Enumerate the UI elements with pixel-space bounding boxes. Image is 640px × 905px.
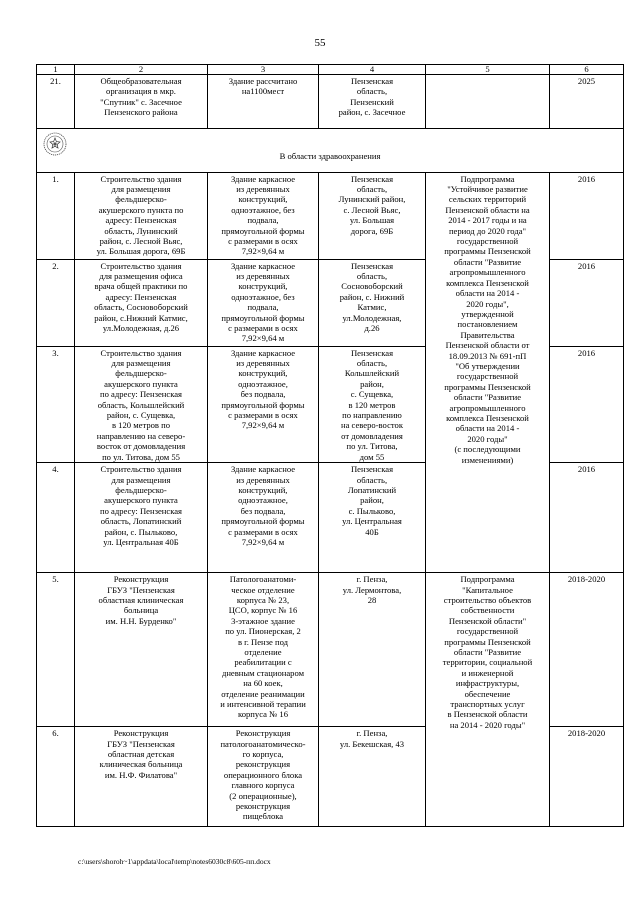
program-cell-agro: Подпрограмма "Устойчивое развитие сельских территорий Пензенской области на 2014 - 2017 годы и на период до 2020 года" государственной программы Пензенской области "Развитие агропромышленного комплекса Пензенской области на 2014 - 2020 годы", утвержденной постановлением Правительства Пензенской области от 18.09.2013 № 691-пП "Об утверждении государственной программы Пензенской области "Развитие агропромышленного комплекса Пензенской области на 2014 - 2020 годы" (с последующими изменениями) xyxy=(426,172,550,572)
object-name: Строительство здания для размещения фельдшерско- акушерского пункта по адресу: Пензенская область, Кольшлейский район, с. Сущевка, в 120 метров по направлению на северо- восток от домовладения по ул. Титова, дом 55 xyxy=(75,346,208,462)
object-program xyxy=(426,75,550,129)
table-row xyxy=(37,573,624,727)
section-row xyxy=(37,129,624,173)
object-address: Пензенская область, Лопатинский район, с. Пыльково, ул. Центральная 40Б xyxy=(319,463,426,573)
object-address: Пензенская область, Пензенский район, с. Засечное xyxy=(319,75,426,129)
object-description: Патологоанатоми- ческое отделение корпуса № 23, ЦСО, корпус № 16 3-этажное здание по ул. Пионерская, 2 в г. Пензе под отделение реабилитации с дневным стационаром на 60 коек, отделение реанимации и интенсивной терапии корпуса № 16 xyxy=(208,573,319,727)
table-row xyxy=(37,172,624,259)
row-number: 5. xyxy=(37,573,75,727)
object-name: Строительство здания для размещения фельдшерско- акушерского пункта по адресу: Пензенская область, Лопатинский район, с. Пыльково, ул. Центральная 40Б xyxy=(75,463,208,573)
object-year: 2025 xyxy=(550,75,624,129)
row-number: 4. xyxy=(37,463,75,573)
page-number: 55 xyxy=(314,37,326,49)
object-address: Пензенская область, Лунинский район, с. Лесной Вьяс, ул. Большая дорога, 69Б xyxy=(319,172,426,259)
objects-table xyxy=(36,64,624,827)
object-description: Здание рассчитано на1100мест xyxy=(208,75,319,129)
object-year: 2016 xyxy=(550,172,624,259)
header-cell: 1 xyxy=(37,65,75,75)
object-name: Реконструкция ГБУЗ "Пензенская областная детская клиническая больница им. Н.Ф. Филатова" xyxy=(75,727,208,827)
header-cell: 5 xyxy=(426,65,550,75)
header-cell: 2 xyxy=(75,65,208,75)
object-year: 2016 xyxy=(550,463,624,573)
header-row xyxy=(37,65,624,75)
section-cell xyxy=(37,129,624,173)
header-cell: 4 xyxy=(319,65,426,75)
row-number: 6. xyxy=(37,727,75,827)
object-address: г. Пенза, ул. Лермонтова, 28 xyxy=(319,573,426,727)
row-number: 2. xyxy=(37,259,75,346)
object-year: 2016 xyxy=(550,259,624,346)
header-cell: 6 xyxy=(550,65,624,75)
object-description: Здание каркасное из деревянных конструкций, одноэтажное, без подвала, прямоугольной формы с размерами в осях 7,92×9,64 м xyxy=(208,172,319,259)
file-path-footer: c:\users\shoroh~1\appdata\local\temp\notes6030c8\605-пп.docx xyxy=(78,857,271,866)
object-year: 2018-2020 xyxy=(550,573,624,727)
object-description: Реконструкция патологоанатомическо- го корпуса, реконструкция операционного блока главного корпуса (2 операционные), реконструкция пищеблока xyxy=(208,727,319,827)
header-cell: 3 xyxy=(208,65,319,75)
object-address: Пензенская область, Сосновоборский район, с. Нижний Катмис, ул.Молодежная, д.26 xyxy=(319,259,426,346)
section-title: В области здравоохранения xyxy=(279,150,381,161)
object-description: Здание каркасное из деревянных конструкций, одноэтажное, без подвала, прямоугольной формы с размерами в осях 7,92×9,64 м xyxy=(208,463,319,573)
row-number: 21. xyxy=(37,75,75,129)
object-name: Строительство здания для размещения фельдшерско- акушерского пункта по адресу: Пензенская область, Лунинский район, с. Лесной Вьяс, ул. Большая дорога, 69Б xyxy=(75,172,208,259)
object-description: Здание каркасное из деревянных конструкций, одноэтажное, без подвала, прямоугольной формы с размерами в осях 7,92×9,64 м xyxy=(208,259,319,346)
object-address: г. Пенза, ул. Бекешская, 43 xyxy=(319,727,426,827)
object-year: 2016 xyxy=(550,346,624,462)
object-name: Строительство здания для размещения офиса врача общей практики по адресу: Пензенская область, Сосновоборский район, с.Нижний Катмис, ул.Молодежная, д.26 xyxy=(75,259,208,346)
table-row xyxy=(37,75,624,129)
row-number: 3. xyxy=(37,346,75,462)
seal-icon xyxy=(43,132,67,156)
row-number: 1. xyxy=(37,172,75,259)
object-description: Здание каркасное из деревянных конструкций, одноэтажное, без подвала, прямоугольной формы с размерами в осях 7,92×9,64 м xyxy=(208,346,319,462)
object-name: Общеобразовательная организация в мкр. "Спутник" с. Засечное Пензенского района xyxy=(75,75,208,129)
program-cell-capital: Подпрограмма "Капитальное строительство объектов собственности Пензенской области" государственной программы Пензенской области "Развитие территории, социальной и инженерной инфраструктуры, обеспечение транспортных услуг в Пензенской области на 2014 - 2020 годы" xyxy=(426,573,550,827)
object-address: Пензенская область, Кольшлейский район, с. Сущевка, в 120 метров по направлению на северо-восток от домовладения по ул. Титова, дом 55 xyxy=(319,346,426,462)
object-year: 2018-2020 xyxy=(550,727,624,827)
object-name: Реконструкция ГБУЗ "Пензенская областная клиническая больница им. Н.Н. Бурденко" xyxy=(75,573,208,727)
